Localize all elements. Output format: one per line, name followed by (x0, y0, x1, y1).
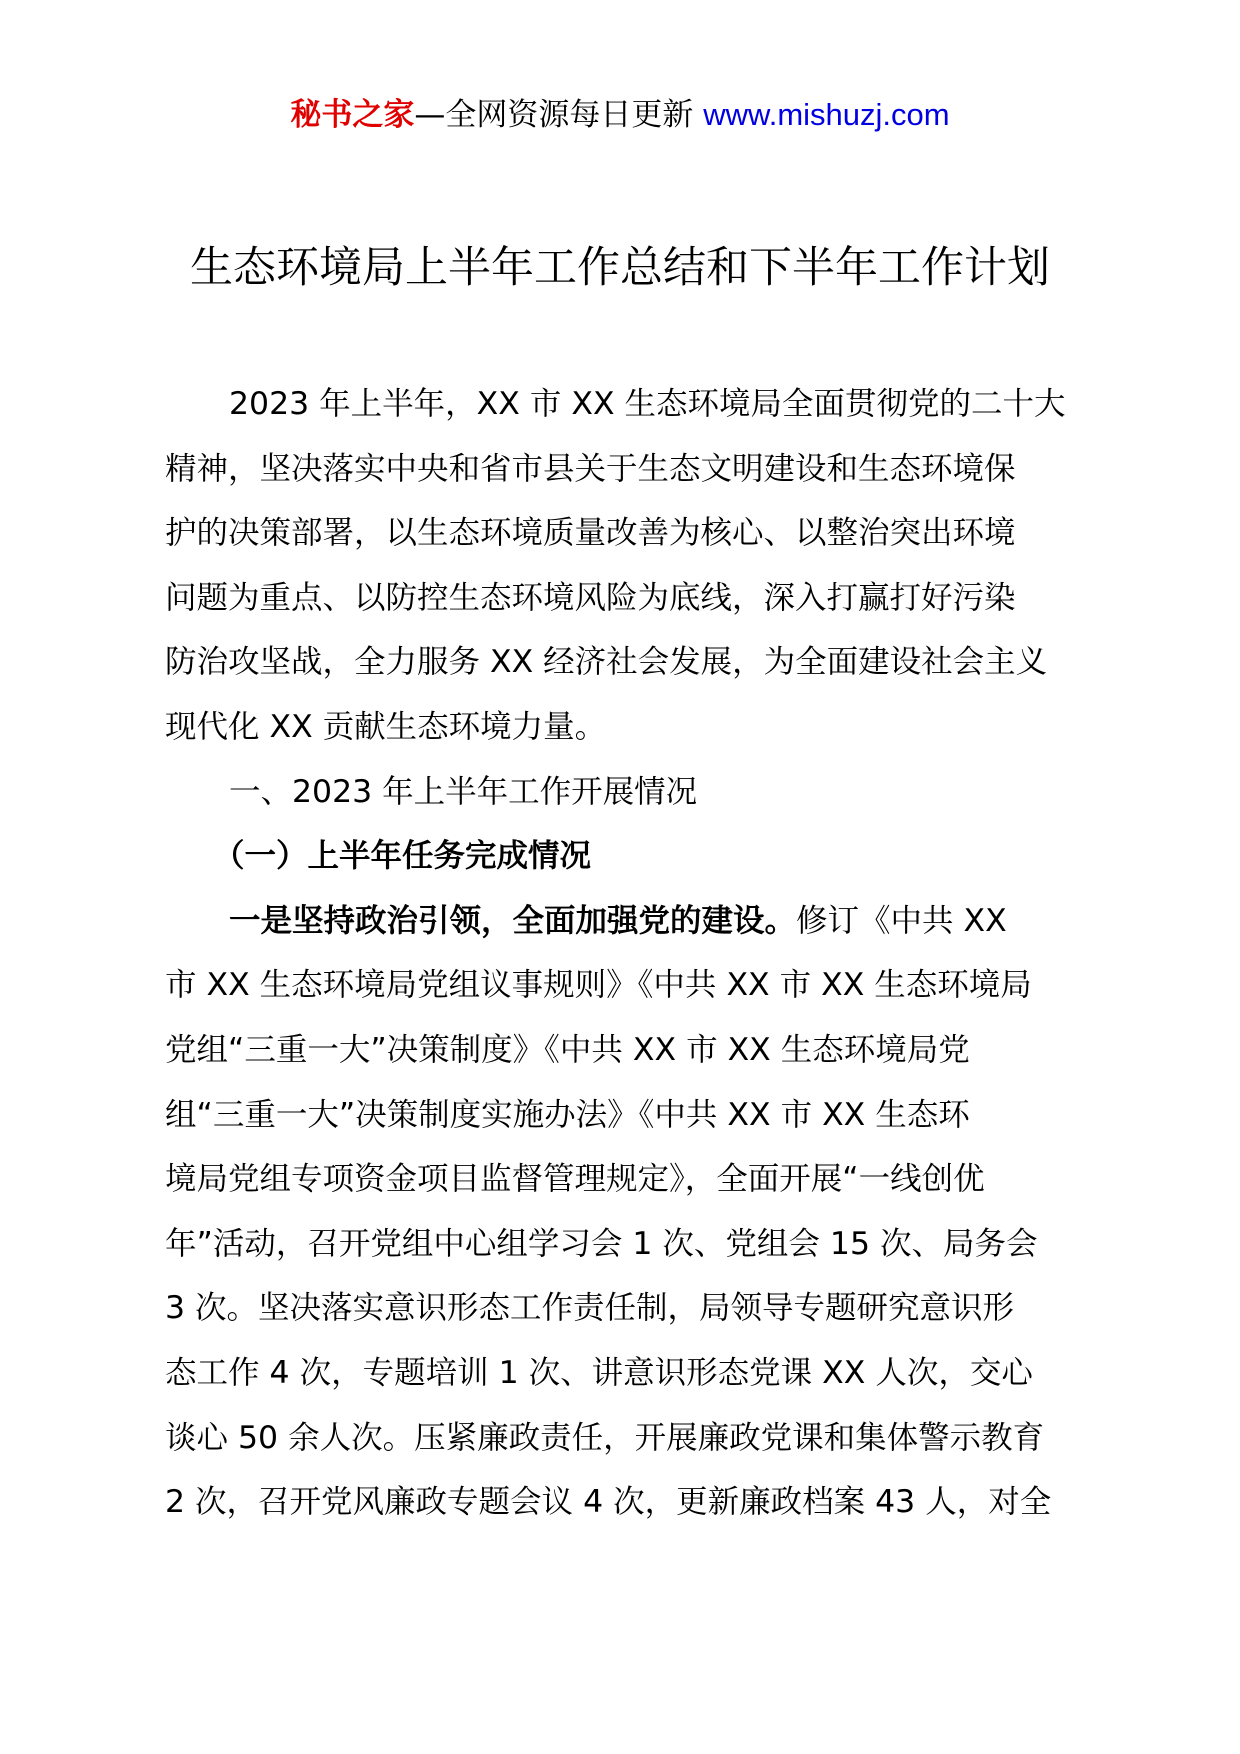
intro-line: 2023 年上半年，XX 市 XX 生态环境局全面贯彻党的二十大 (229, 386, 1066, 422)
intro-line: 精神，坚决落实中央和省市县关于生态文明建设和生态环境保 (165, 450, 1016, 487)
intro-line: 问题为重点、以防控生态环境风险为底线，深入打赢打好污染 (165, 579, 1016, 616)
intro-line: 防治攻坚战，全力服务 XX 经济社会发展，为全面建设社会主义 (165, 644, 1048, 681)
site-header (0, 95, 1240, 135)
site-slogan: —全网资源每日更新 (414, 97, 704, 133)
site-brand: 秘书之家 (290, 97, 415, 133)
para1-first-rest: 修订《中共 XX (796, 902, 1007, 939)
para1-line: 市 XX 生态环境局党组议事规则》《中共 XX 市 XX 生态环境局 (165, 967, 1032, 1004)
para1-line: 年”活动，召开党组中心组学习会 1 次、党组会 15 次、局务会 (165, 1225, 1038, 1262)
site-url-link[interactable]: www.mishuzj.com (703, 97, 950, 132)
para1-line: 2 次，召开党风廉政专题会议 4 次，更新廉政档案 43 人，对全 (165, 1484, 1052, 1521)
para1-lead-bold: 一是坚持政治引领，全面加强党的建设。 (229, 902, 797, 939)
para1-line: 3 次。坚决落实意识形态工作责任制，局领导专题研究意识形 (165, 1290, 1015, 1327)
para1-first-line (165, 889, 1085, 954)
para1-line: 境局党组专项资金项目监督管理规定》，全面开展“一线创优 (165, 1161, 985, 1198)
para1-line: 谈心 50 余人次。压紧廉政责任，开展廉政党课和集体警示教育 (165, 1419, 1045, 1456)
intro-line: 现代化 XX 贡献生态环境力量。 (165, 708, 607, 745)
subsection-heading: （一）上半年任务完成情况 (213, 838, 592, 875)
section-heading: 一、2023 年上半年工作开展情况 (229, 773, 698, 810)
intro-line: 护的决策部署，以生态环境质量改善为核心、以整治突出环境 (165, 515, 1016, 552)
para1-line: 态工作 4 次，专题培训 1 次、讲意识形态党课 XX 人次，交心 (165, 1354, 1033, 1391)
para1-line: 党组“三重一大”决策制度》《中共 XX 市 XX 生态环境局党 (165, 1031, 970, 1068)
para1-line: 组“三重一大”决策制度实施办法》《中共 XX 市 XX 生态环 (165, 1096, 970, 1133)
document-title: 生态环境局上半年工作总结和下半年工作计划 (190, 243, 1050, 293)
document-body (165, 372, 1085, 1535)
